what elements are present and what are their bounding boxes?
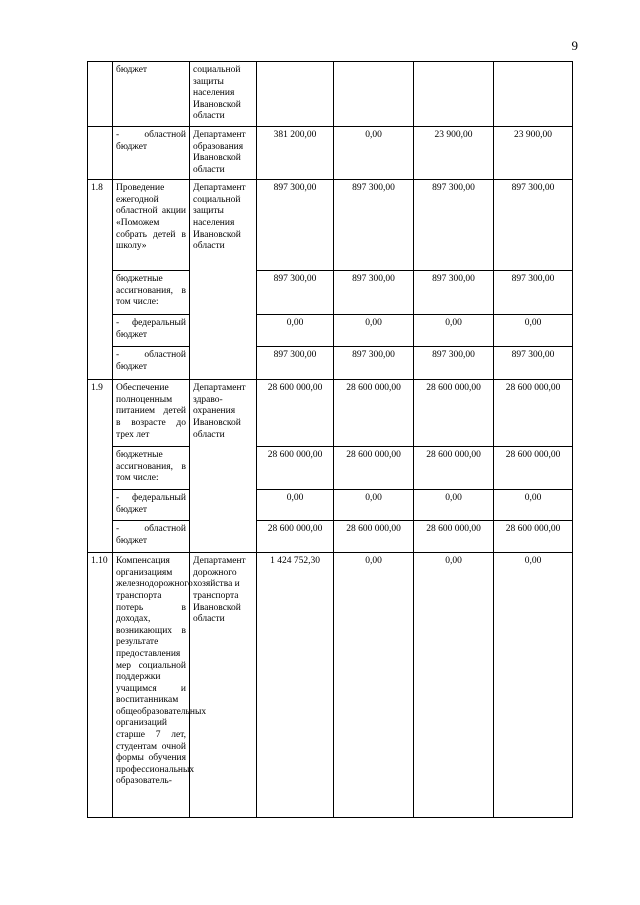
value-cell <box>414 62 494 127</box>
value-cell: 0,00 <box>334 553 414 818</box>
table-row <box>88 447 573 490</box>
row-number-cell: 1.9 <box>88 380 113 553</box>
value-cell: 897 300,00 <box>494 271 573 315</box>
executor-cell: Департамент образования Ивановской области <box>190 127 257 180</box>
name-cell: - федеральный бюджет <box>113 315 190 347</box>
name-cell: бюджетные ассигнования, в том числе: <box>113 447 190 490</box>
executor-cell: Департамент здраво-охранения Ивановской области <box>190 380 257 553</box>
value-cell: 0,00 <box>494 490 573 521</box>
value-cell: 897 300,00 <box>494 347 573 380</box>
value-cell: 28 600 000,00 <box>334 521 414 553</box>
name-cell: Обеспечение полноценным питанием детей в возрасте до трех лет <box>113 380 190 447</box>
row-number-cell: 1.10 <box>88 553 113 818</box>
value-cell: 0,00 <box>414 315 494 347</box>
value-cell: 897 300,00 <box>494 180 573 271</box>
value-cell: 28 600 000,00 <box>414 380 494 447</box>
value-cell: 897 300,00 <box>414 271 494 315</box>
name-cell: бюджетные ассигнования, в том числе: <box>113 271 190 315</box>
value-cell <box>494 62 573 127</box>
executor-cell: Департамент социальной защиты населения Ивановской области <box>190 180 257 380</box>
page-number: 9 <box>571 38 578 53</box>
executor-cell: Департамент дорожного хозяйства и транспорта Ивановской области <box>190 553 257 818</box>
table-row <box>88 180 573 271</box>
value-cell: 28 600 000,00 <box>334 380 414 447</box>
value-cell: 28 600 000,00 <box>257 380 334 447</box>
row-number-cell <box>88 62 113 127</box>
name-cell: бюджет <box>113 62 190 127</box>
value-cell <box>334 62 414 127</box>
value-cell: 0,00 <box>257 315 334 347</box>
table-row <box>88 521 573 553</box>
name-cell: - областной бюджет <box>113 127 190 180</box>
value-cell: 28 600 000,00 <box>494 521 573 553</box>
table-row <box>88 127 573 180</box>
budget-table <box>87 61 573 818</box>
value-cell: 0,00 <box>494 553 573 818</box>
value-cell: 0,00 <box>334 127 414 180</box>
value-cell: 897 300,00 <box>414 180 494 271</box>
value-cell: 0,00 <box>414 490 494 521</box>
value-cell: 0,00 <box>334 490 414 521</box>
table-row <box>88 380 573 447</box>
value-cell: 897 300,00 <box>334 271 414 315</box>
value-cell: 23 900,00 <box>414 127 494 180</box>
value-cell: 28 600 000,00 <box>257 521 334 553</box>
name-cell: - областной бюджет <box>113 521 190 553</box>
name-cell: - федеральный бюджет <box>113 490 190 521</box>
value-cell: 897 300,00 <box>334 180 414 271</box>
value-cell: 381 200,00 <box>257 127 334 180</box>
value-cell: 0,00 <box>257 490 334 521</box>
value-cell: 897 300,00 <box>257 271 334 315</box>
value-cell: 23 900,00 <box>494 127 573 180</box>
value-cell: 28 600 000,00 <box>494 447 573 490</box>
value-cell: 28 600 000,00 <box>494 380 573 447</box>
value-cell: 897 300,00 <box>414 347 494 380</box>
value-cell: 897 300,00 <box>334 347 414 380</box>
name-cell: Проведение ежегодной областной акции «Поможем собрать детей в школу» <box>113 180 190 271</box>
value-cell: 0,00 <box>414 553 494 818</box>
table-row <box>88 271 573 315</box>
value-cell: 897 300,00 <box>257 180 334 271</box>
name-cell: - областной бюджет <box>113 347 190 380</box>
table-row <box>88 347 573 380</box>
name-cell: Компенсация организациям железнодорожного транспорта потерь в доходах, возникающих в результате предоставления мер социальной поддержки учащимся и воспитанникам общеобразовательных организаций старше 7 лет, студентам очной формы обучения профессиональных образователь- <box>113 553 190 818</box>
value-cell: 28 600 000,00 <box>257 447 334 490</box>
table-row <box>88 315 573 347</box>
value-cell <box>257 62 334 127</box>
value-cell: 28 600 000,00 <box>334 447 414 490</box>
value-cell: 1 424 752,30 <box>257 553 334 818</box>
table-row <box>88 62 573 127</box>
row-number-cell <box>88 127 113 180</box>
row-number-cell: 1.8 <box>88 180 113 380</box>
value-cell: 897 300,00 <box>257 347 334 380</box>
value-cell: 28 600 000,00 <box>414 521 494 553</box>
value-cell: 28 600 000,00 <box>414 447 494 490</box>
table-row <box>88 553 573 818</box>
value-cell: 0,00 <box>494 315 573 347</box>
executor-cell: социальной защиты населения Ивановской области <box>190 62 257 127</box>
table-row <box>88 490 573 521</box>
value-cell: 0,00 <box>334 315 414 347</box>
